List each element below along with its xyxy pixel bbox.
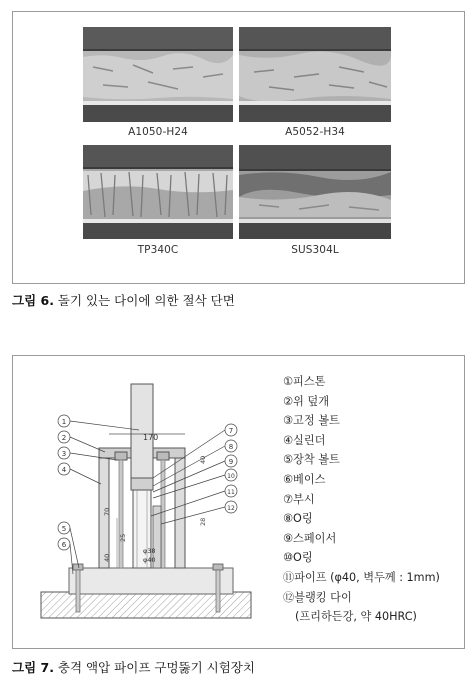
- callout-6: 6: [61, 541, 67, 549]
- part-item: ⑤장착 볼트: [283, 453, 340, 467]
- piston: [131, 384, 153, 478]
- part-item: ⑧O링: [283, 512, 313, 526]
- callout-11: 11: [227, 489, 235, 496]
- part-item: ⑥베이스: [283, 472, 326, 486]
- callout-12: 12: [227, 505, 235, 512]
- callout-10: 10: [227, 473, 235, 480]
- mounting-bolt-right: [216, 570, 220, 612]
- dim-d1: φ38: [143, 547, 156, 555]
- test-apparatus-diagram: [13, 356, 268, 648]
- part-item-note: (프리하든강, 약 40HRC): [295, 610, 417, 624]
- part-item: ①피스톤: [283, 375, 326, 388]
- part-item: ⑪파이프 (φ40, 벽두께 : 1mm): [283, 570, 440, 584]
- dim-d2: φ40: [143, 556, 156, 564]
- part-item: ⑩O링: [283, 551, 313, 565]
- part-item: ⑦부시: [283, 492, 315, 506]
- dim-v1: 70: [103, 507, 111, 516]
- callout-7: 7: [228, 427, 234, 435]
- fixing-bolt-left: [119, 460, 123, 568]
- figure-6-caption-number: 그림 6.: [12, 293, 54, 308]
- dim-v2: 25: [119, 533, 127, 542]
- photo-a1050: [83, 27, 233, 122]
- photo-label-a1050: A1050-H24: [128, 126, 188, 138]
- figure-7-frame: [12, 355, 465, 649]
- mounting-bolt-left: [76, 570, 80, 612]
- part-item: ②위 덮개: [283, 394, 330, 408]
- photo-label-tp340c: TP340C: [137, 244, 179, 256]
- part-item: ⑨스페이서: [283, 531, 337, 545]
- dim-top: 170: [143, 433, 159, 442]
- figure-7-caption-text: 충격 액압 파이프 구멍뚫기 시험장치: [53, 660, 255, 675]
- photo-label-a5052: A5052-H34: [285, 126, 345, 138]
- callout-9: 9: [228, 458, 234, 466]
- figure-6-caption-text: 돌기 있는 다이에 의한 절삭 단면: [53, 293, 235, 308]
- callout-3: 3: [61, 450, 67, 458]
- fixing-bolt-head-right: [157, 452, 169, 460]
- dim-v4: 28: [199, 517, 207, 526]
- mounting-bolt-head-right: [213, 564, 223, 570]
- base-block: [69, 568, 233, 594]
- bush: [131, 478, 153, 490]
- part-item: ⑫블랭킹 다이: [283, 590, 352, 604]
- fixing-bolt-right: [161, 460, 165, 568]
- callout-8: 8: [228, 443, 234, 451]
- photo-label-sus304l: SUS304L: [291, 244, 339, 256]
- figure-6-caption: [12, 291, 235, 309]
- dim-v3: 40: [103, 553, 111, 562]
- part-item: ④실린더: [283, 433, 326, 447]
- photo-tp340c: [83, 145, 233, 239]
- callout-2: 2: [61, 434, 67, 442]
- photo-a5052: [239, 27, 391, 122]
- part-item: ③고정 볼트: [283, 414, 340, 428]
- callout-5: 5: [61, 525, 67, 533]
- figure-7-caption: [12, 658, 255, 676]
- dim-v5: 40: [199, 455, 207, 464]
- figure-7-caption-number: 그림 7.: [12, 660, 54, 675]
- figure-6-frame: [12, 11, 465, 284]
- parts-list: [283, 372, 440, 627]
- callout-1: 1: [61, 418, 67, 426]
- callout-4: 4: [61, 466, 67, 474]
- photo-sus304l: [239, 145, 391, 239]
- fixing-bolt-head-left: [115, 452, 127, 460]
